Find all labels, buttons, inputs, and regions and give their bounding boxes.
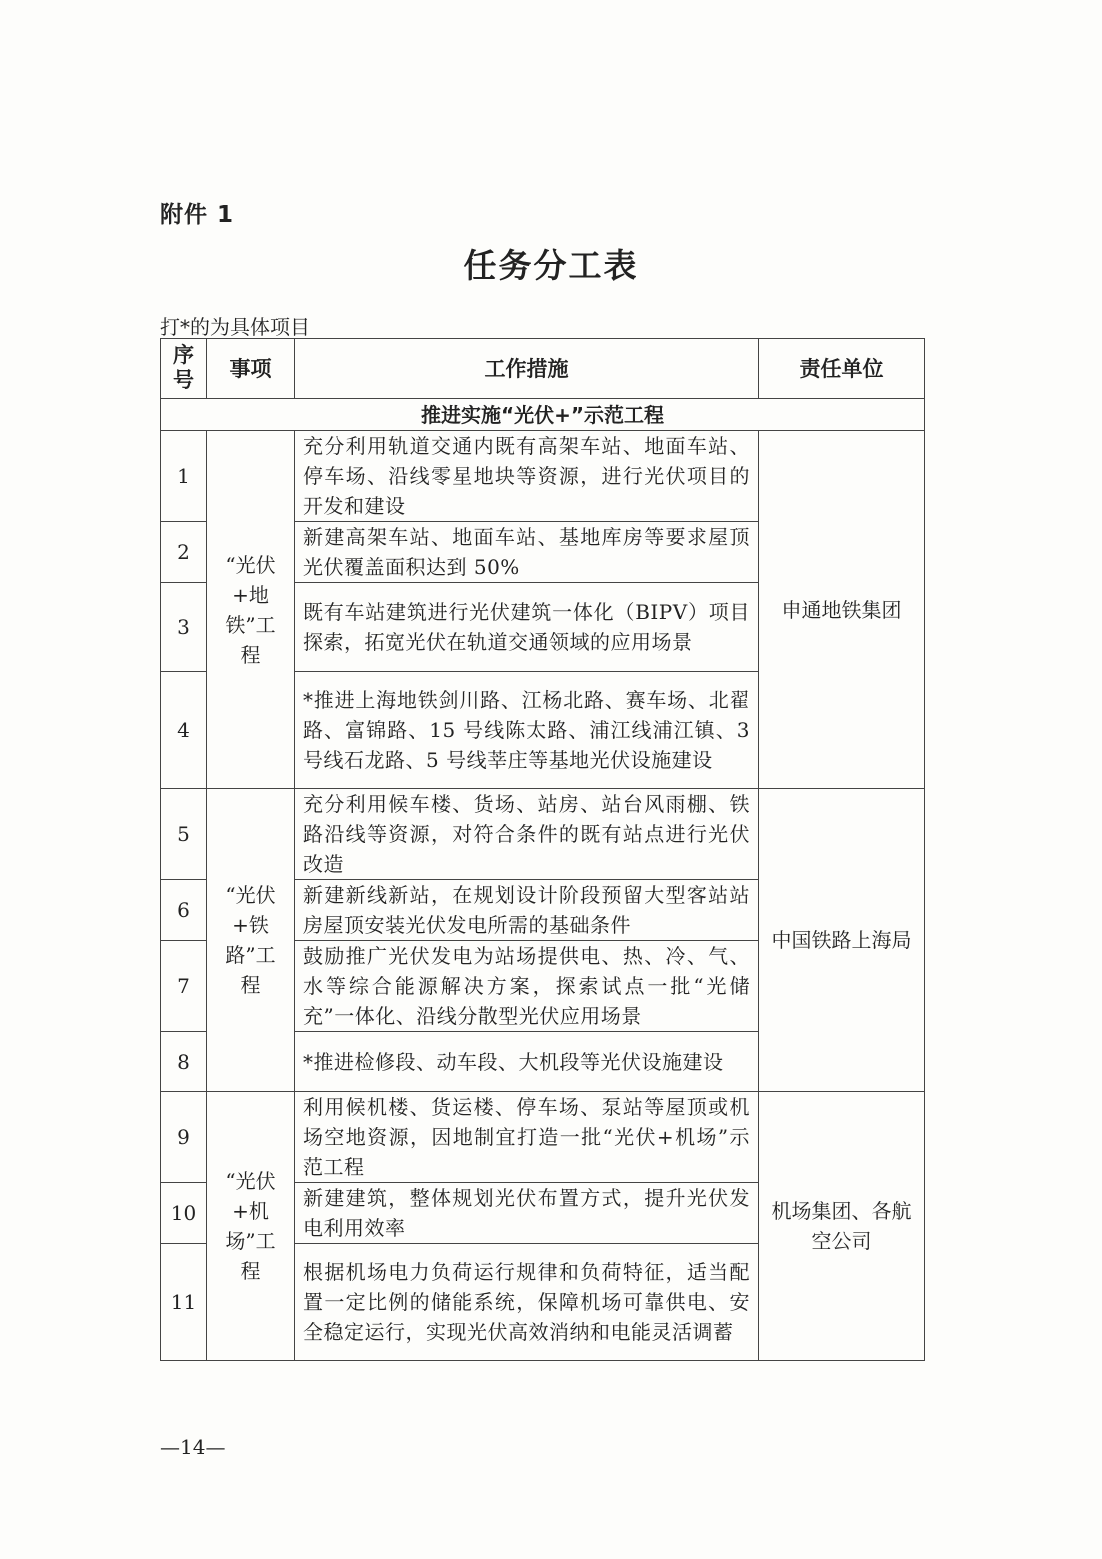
measure-cell: *推进检修段、动车段、大机段等光伏设施建设: [295, 1032, 759, 1092]
measure-cell: 新建高架车站、地面车站、基地库房等要求屋顶光伏覆盖面积达到 50%: [295, 522, 759, 583]
header-measure: 工作措施: [295, 339, 759, 399]
measure-cell: *推进上海地铁剑川路、江杨北路、赛车场、北翟路、富锦路、15 号线陈太路、浦江线浦江镇、3 号线石龙路、5 号线莘庄等基地光伏设施建设: [295, 672, 759, 789]
row-number: 4: [161, 672, 207, 789]
item-cell: [207, 431, 295, 789]
row-number: 9: [161, 1092, 207, 1183]
measure-cell: 根据机场电力负荷运行规律和负荷特征，适当配置一定比例的储能系统，保障机场可靠供电、安全稳定运行，实现光伏高效消纳和电能灵活调蓄: [295, 1244, 759, 1361]
measure-cell: 新建新线新站，在规划设计阶段预留大型客站站房屋顶安装光伏发电所需的基础条件: [295, 880, 759, 941]
table-header-row: [161, 339, 925, 399]
page-number: —14—: [160, 1435, 226, 1459]
table-row: [161, 431, 925, 522]
measure-cell: 利用候机楼、货运楼、停车场、泵站等屋顶或机场空地资源，因地制宜打造一批“光伏+机场”示范工程: [295, 1092, 759, 1183]
row-number: 10: [161, 1183, 207, 1244]
row-number: 1: [161, 431, 207, 522]
section-row: [161, 399, 925, 431]
item-cell: [207, 789, 295, 1092]
row-number: 7: [161, 941, 207, 1032]
header-item: 事项: [207, 339, 295, 399]
section-title: 推进实施“光伏+”示范工程: [161, 399, 925, 431]
responsible-cell: 中国铁路上海局: [759, 789, 925, 1092]
row-number: 3: [161, 583, 207, 672]
measure-cell: 鼓励推广光伏发电为站场提供电、热、冷、气、水等综合能源解决方案，探索试点一批“光储充”一体化、沿线分散型光伏应用场景: [295, 941, 759, 1032]
responsible-cell: 申通地铁集团: [759, 431, 925, 789]
responsible-cell: 机场集团、各航空公司: [759, 1092, 925, 1361]
header-no: [161, 339, 207, 399]
table-row: [161, 1092, 925, 1183]
table-note: 打*的为具体项目: [160, 315, 310, 339]
row-number: 6: [161, 880, 207, 941]
row-number: 5: [161, 789, 207, 880]
item-label: “光伏+地铁”工程: [225, 552, 276, 667]
row-number: 8: [161, 1032, 207, 1092]
attachment-label: 附件 1: [160, 202, 235, 228]
table-row: [161, 789, 925, 880]
item-cell: [207, 1092, 295, 1361]
row-number: 2: [161, 522, 207, 583]
measure-cell: 充分利用候车楼、货场、站房、站台风雨棚、铁路沿线等资源，对符合条件的既有站点进行光伏改造: [295, 789, 759, 880]
measure-cell: 充分利用轨道交通内既有高架车站、地面车站、停车场、沿线零星地块等资源，进行光伏项目的开发和建设: [295, 431, 759, 522]
measure-cell: 既有车站建筑进行光伏建筑一体化（BIPV）项目探索，拓宽光伏在轨道交通领域的应用场景: [295, 583, 759, 672]
measure-cell: 新建建筑，整体规划光伏布置方式，提升光伏发电利用效率: [295, 1183, 759, 1244]
task-table: [160, 338, 925, 1361]
header-responsible: 责任单位: [759, 339, 925, 399]
item-label: “光伏+机场”工程: [225, 1169, 276, 1283]
document-title: 任务分工表: [463, 246, 639, 285]
item-label: “光伏+铁路”工程: [225, 883, 276, 997]
header-no-label: 序号: [173, 342, 194, 392]
row-number: 11: [161, 1244, 207, 1361]
